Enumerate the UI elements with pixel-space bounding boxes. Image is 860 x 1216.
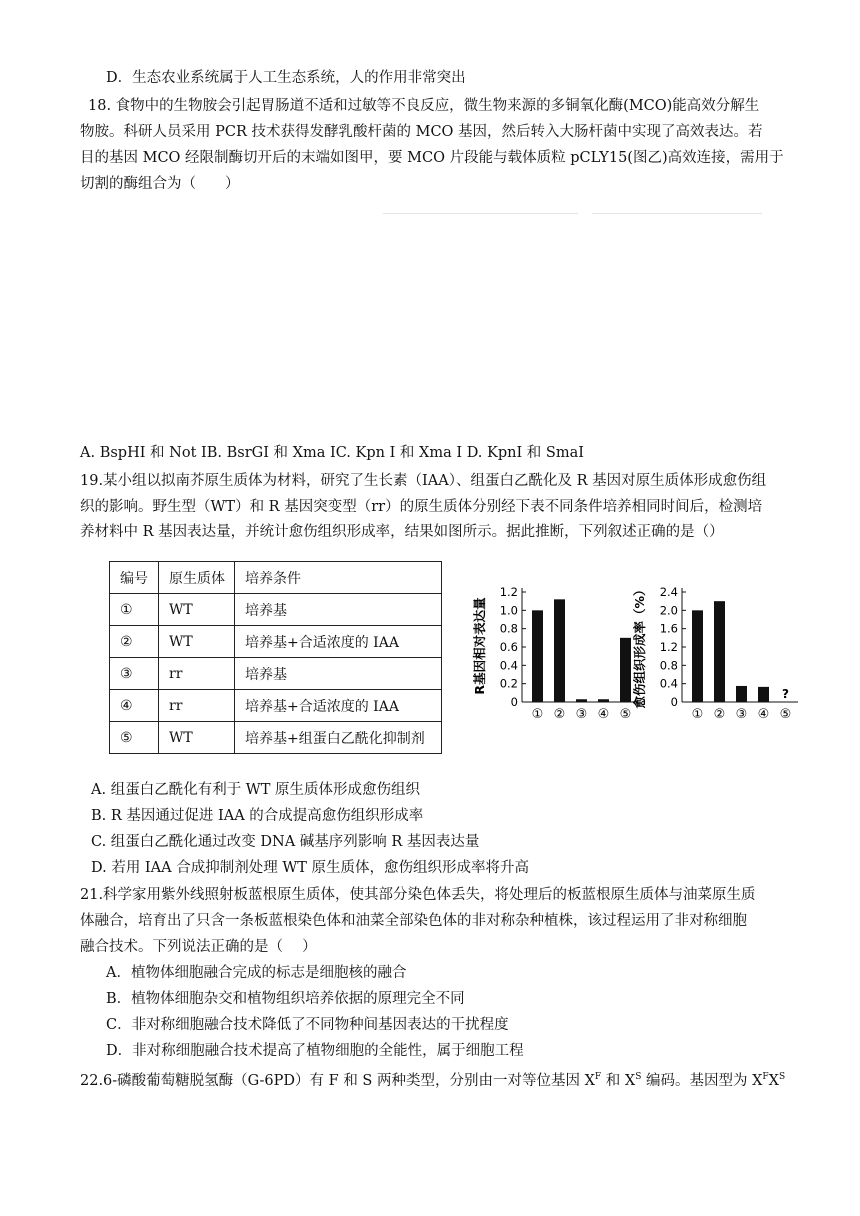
x-tick-label: ⑤ (779, 707, 792, 722)
bar (598, 699, 609, 702)
table-cell: ② (110, 626, 159, 658)
q21-option-c: C．非对称细胞融合技术降低了不同物种间基因表达的干扰程度 (106, 1017, 509, 1033)
q19-line-1: 19.某小组以拟南芥原生质体为材料，研究了生长素（IAA）、组蛋白乙酰化及 R 基因对原生质体形成愈伤组 (80, 473, 767, 489)
q22-text: 22.6-磷酸葡萄糖脱氢酶（G-6PD）有 F 和 S 两种类型，分别由一对等位基因 X (80, 1072, 595, 1089)
conditions-table (109, 561, 442, 754)
bar (554, 599, 565, 702)
bar (758, 687, 769, 702)
bar (532, 610, 543, 702)
table-cell: 培养基+合适浓度的 IAA (235, 690, 442, 722)
q19-line-2: 织的影响。野生型（WT）和 R 基因突变型（rr）的原生质体分别经下表不同条件培养相同时间后，检测培 (80, 499, 763, 515)
q21-option-b: B．植物体细胞杂交和植物组织培养依据的原理完全不同 (106, 991, 465, 1007)
table-cell: ③ (110, 658, 159, 690)
x-tick-label: ② (553, 707, 566, 722)
q18-line-3: 目的基因 MCO 经限制酶切开后的末端如图甲，要 MCO 片段能与载体质粒 pCLY15(图乙)高效连接，需用于 (80, 150, 784, 166)
q21-line-2: 体融合，培育出了只含一条板蓝根染色体和油菜全部染色体的非对称杂种植株，该过程运用了非对称细胞 (80, 913, 747, 929)
table-cell: 培养基+组蛋白乙酰化抑制剂 (235, 722, 442, 754)
q18-line-1: 18. 食物中的生物胺会引起胃肠道不适和过敏等不良反应，微生物来源的多铜氧化酶(MCO)能高效分解生 (88, 98, 760, 114)
y-tick-label: 2.0 (659, 603, 678, 618)
table-header-row (110, 562, 442, 594)
table-cell: 培养基 (235, 594, 442, 626)
y-tick-label: 2.4 (659, 585, 678, 599)
y-tick-label: 0 (510, 695, 518, 709)
callus-formation-rate-chart (630, 580, 800, 726)
q22-sup: S (779, 1072, 786, 1082)
table-header-cell: 原生质体 (159, 562, 235, 594)
y-axis-label: R基因相对表达量 (472, 597, 487, 695)
q22-sup: F (762, 1072, 769, 1082)
table-cell: rr (159, 658, 235, 690)
figure-placeholder-left (383, 213, 578, 214)
q22-line-1 (80, 1067, 785, 1091)
y-tick-label: 0.4 (499, 658, 518, 673)
x-tick-label: ① (691, 707, 704, 722)
y-tick-label: 0.2 (499, 676, 518, 691)
q22-sup: S (635, 1072, 642, 1082)
q18-line-4: 切割的酶组合为（ ） (80, 176, 240, 192)
table-cell: ④ (110, 690, 159, 722)
x-tick-label: ④ (757, 707, 770, 722)
table-row (110, 626, 442, 658)
x-tick-label: ④ (597, 707, 610, 722)
bar (692, 610, 703, 702)
y-tick-label: 1.0 (499, 603, 518, 618)
x-tick-label: ① (531, 707, 544, 722)
table-row (110, 594, 442, 626)
table-header-cell: 培养条件 (235, 562, 442, 594)
y-tick-label: 0.4 (659, 676, 678, 691)
y-tick-label: 1.6 (659, 621, 678, 636)
q18-line-2: 物胺。科研人员采用 PCR 技术获得发酵乳酸杆菌的 MCO 基因，然后转入大肠杆菌中实现了高效表达。若 (80, 124, 763, 140)
table-row (110, 722, 442, 754)
y-tick-label: 1.2 (659, 640, 678, 654)
table-cell: WT (159, 594, 235, 626)
q18-options: A. BspHI 和 Not IB. BsrGI 和 Xma IC. Kpn I 和 Xma I D. KpnI 和 SmaI (80, 445, 584, 461)
q19-option-b: B. R 基因通过促进 IAA 的合成提高愈伤组织形成率 (91, 808, 424, 824)
q22-text: 编码。基因型为 X (641, 1072, 763, 1089)
q22-text: X (768, 1072, 779, 1089)
y-axis-label: 愈伤组织形成率（%） (632, 583, 647, 709)
prev-option-d: D．生态农业系统属于人工生态系统，人的作用非常突出 (106, 70, 466, 86)
y-tick-label: 0.8 (499, 621, 518, 636)
table-cell: ① (110, 594, 159, 626)
figure-placeholder-right (592, 213, 762, 214)
q19-option-a: A. 组蛋白乙酰化有利于 WT 原生质体形成愈伤组织 (91, 782, 420, 798)
table-row (110, 690, 442, 722)
table-header-cell: 编号 (110, 562, 159, 594)
q21-line-3: 融合技术。下列说法正确的是（ ） (80, 939, 317, 955)
x-tick-label: ③ (735, 707, 748, 722)
q22-text: 和 X (601, 1072, 636, 1089)
q19-line-3: 养材料中 R 基因表达量，并统计愈伤组织形成率，结果如图所示。据此推断，下列叙述正确的是（） (80, 524, 724, 540)
x-tick-label: ⑤ (619, 707, 632, 722)
bar (736, 686, 747, 702)
table-cell: WT (159, 722, 235, 754)
x-tick-label: ② (713, 707, 726, 722)
bar (576, 699, 587, 702)
y-tick-label: 0.8 (659, 658, 678, 673)
table-cell: 培养基+合适浓度的 IAA (235, 626, 442, 658)
q21-option-d: D．非对称细胞融合技术提高了植物细胞的全能性，属于细胞工程 (106, 1043, 524, 1059)
table-row (110, 658, 442, 690)
table-cell: ⑤ (110, 722, 159, 754)
q21-option-a: A．植物体细胞融合完成的标志是细胞核的融合 (106, 965, 407, 981)
y-tick-label: 0.6 (499, 640, 518, 654)
q21-line-1: 21.科学家用紫外线照射板蓝根原生质体，使其部分染色体丢失，将处理后的板蓝根原生质体与油菜原生质 (80, 887, 756, 903)
table-cell: 培养基 (235, 658, 442, 690)
y-tick-label: 0 (670, 695, 678, 709)
table-cell: rr (159, 690, 235, 722)
table-cell: WT (159, 626, 235, 658)
q19-option-c: C. 组蛋白乙酰化通过改变 DNA 碱基序列影响 R 基因表达量 (91, 834, 480, 850)
missing-value-annotation: ? (782, 687, 789, 701)
y-tick-label: 1.2 (499, 585, 518, 599)
q19-option-d: D. 若用 IAA 合成抑制剂处理 WT 原生质体，愈伤组织形成率将升高 (91, 860, 530, 876)
r-gene-expression-chart (470, 580, 640, 726)
q22-sup: F (594, 1072, 602, 1082)
bar (714, 601, 725, 702)
x-tick-label: ③ (575, 707, 588, 722)
